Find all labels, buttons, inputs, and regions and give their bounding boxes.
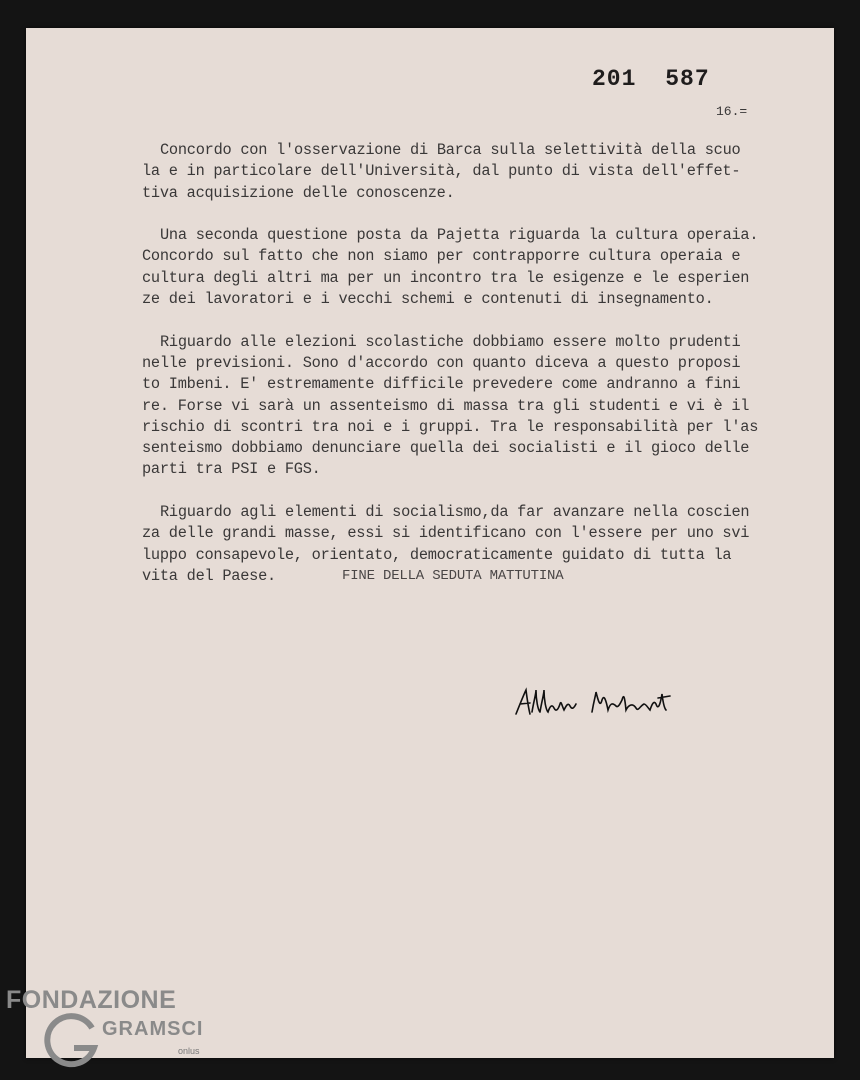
text-line: senteismo dobbiamo denunciare quella dei socialisti e il gioco delle — [142, 439, 750, 458]
watermark-line1: FONDAZIONE — [6, 986, 177, 1014]
logo-g-icon — [40, 1010, 100, 1070]
text-line: rischio di scontri tra noi e i gruppi. Tra le responsabilità per l'as — [142, 417, 759, 436]
text-line: nelle previsioni. Sono d'accordo con quanto diceva a questo proposi — [142, 353, 741, 372]
text-line: luppo consapevole, orientato, democraticamente guidato di tutta la — [142, 545, 732, 564]
watermark-line2: GRAMSCI — [102, 1018, 204, 1040]
text-line: la e in particolare dell'Università, dal punto di vista dell'effet- — [142, 162, 741, 181]
text-line: Riguardo agli elementi di socialismo,da far avanzare nella coscien — [160, 503, 750, 522]
text-line: vita del Paese. — [142, 566, 276, 585]
text-line: Concordo sul fatto che non siamo per contrapporre cultura operaia e — [142, 247, 741, 266]
text-line: za delle grandi masse, essi si identificano con l'essere per uno svi — [142, 524, 750, 543]
page-number: 16.= — [716, 104, 748, 119]
text-line: Una seconda questione posta da Pajetta riguarda la cultura operaia. — [160, 226, 759, 245]
text-line: Concordo con l'osservazione di Barca sulla selettività della scuo — [160, 141, 741, 159]
text-line: to Imbeni. E' estremamente difficile prevedere come andranno a fini — [142, 375, 741, 394]
text-line: cultura degli altri ma per un incontro tra le esigenze e le esperien — [142, 268, 750, 287]
text-line: tiva acquisizione delle conoscenze. — [142, 183, 455, 202]
text-line: re. Forse vi sarà un assenteismo di massa tra gli studenti e vi è il — [142, 396, 750, 415]
paragraph — [142, 140, 822, 204]
document-number: 201 587 — [592, 66, 710, 92]
text-line: Riguardo alle elezioni scolastiche dobbiamo essere molto prudenti — [160, 332, 741, 351]
paragraph — [142, 225, 822, 310]
watermark-logo — [6, 986, 226, 1076]
text-line: ze dei lavoratori e i vecchi schemi e contenuti di insegnamento. — [142, 290, 714, 309]
closing-line: FINE DELLA SEDUTA MATTUTINA — [342, 568, 564, 584]
watermark-line3: onlus — [178, 1046, 200, 1056]
paragraph — [142, 332, 822, 481]
handwritten-signature — [512, 686, 682, 720]
document-body — [142, 140, 822, 609]
text-line: parti tra PSI e FGS. — [142, 460, 321, 479]
